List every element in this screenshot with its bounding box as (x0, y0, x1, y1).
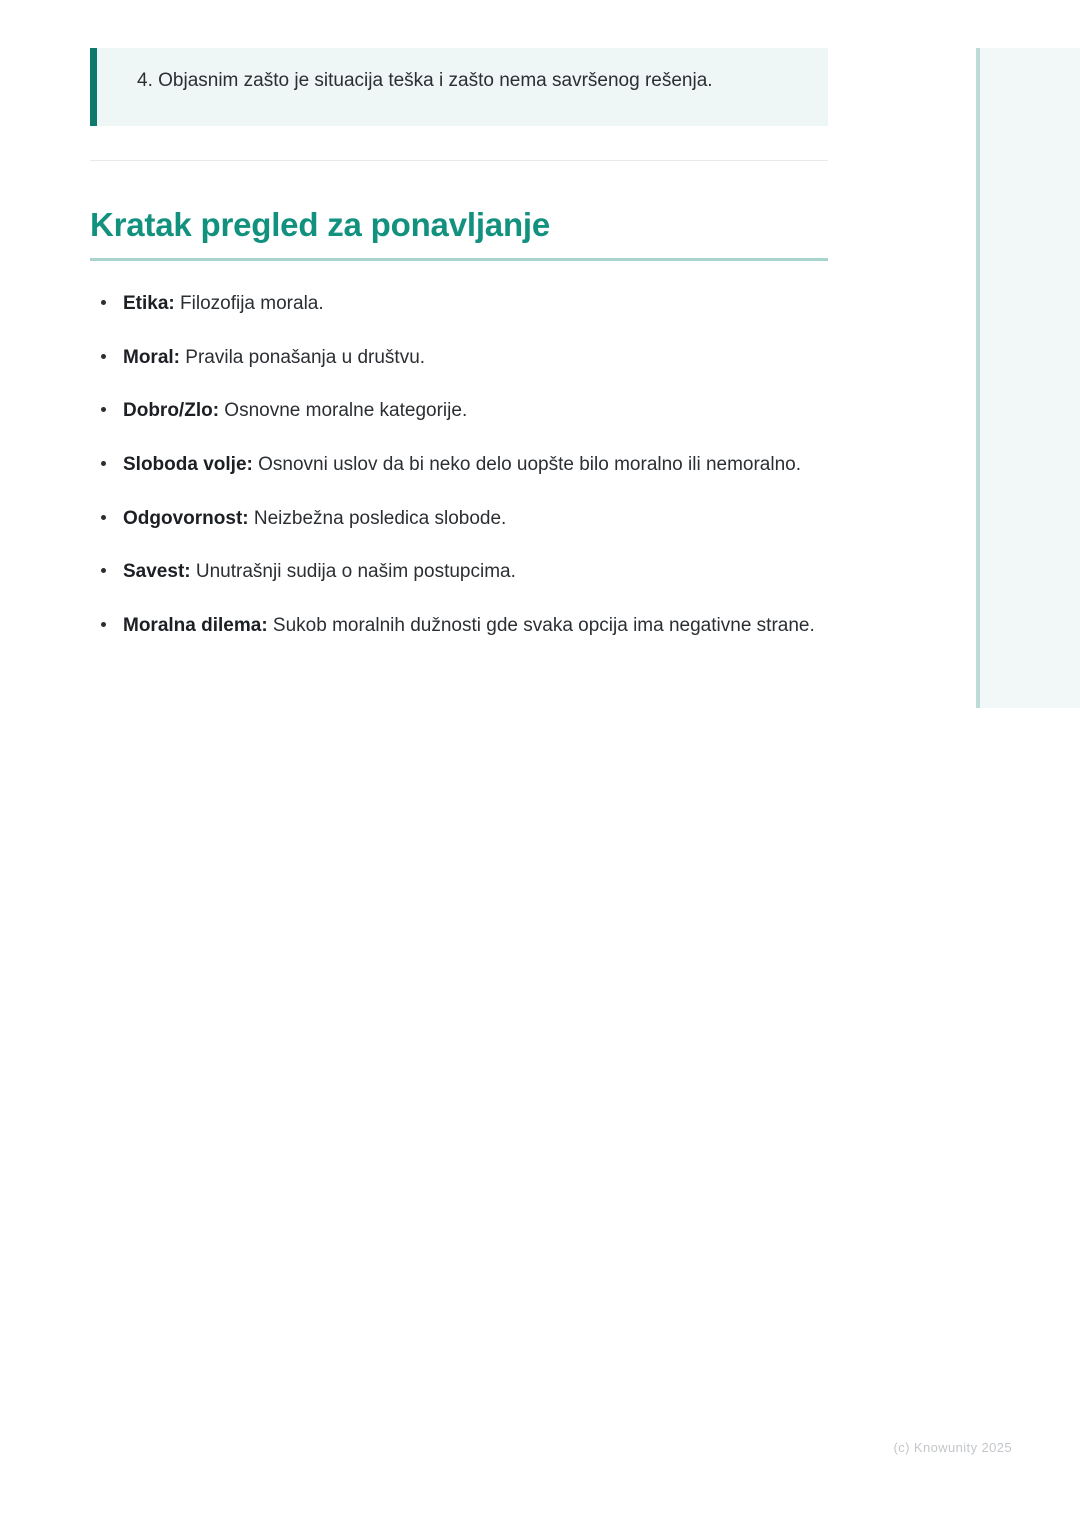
list-item (90, 503, 828, 536)
bullet-dot-icon (101, 407, 106, 412)
list-item (90, 395, 828, 428)
list-item-term: Savest: (123, 561, 191, 583)
callout-text: 4. Objasnim zašto je situacija teška i zašto nema savršenog rešenja. (137, 70, 713, 91)
bullet-dot-icon (101, 300, 106, 305)
list-item-description: Osnovni uslov da bi neko delo uopšte bilo moralno ili nemoralno. (252, 453, 802, 475)
list-item-description: Pravila ponašanja u društvu. (180, 346, 426, 368)
list-item-description: Unutrašnji sudija o našim postupcima. (190, 561, 516, 583)
section-divider (90, 160, 828, 161)
summary-list (90, 288, 828, 643)
list-item (90, 556, 828, 589)
list-item-term: Dobro/Zlo: (123, 400, 220, 422)
list-item-term: Moral: (123, 346, 180, 368)
list-item-description: Filozofija morala. (174, 292, 324, 314)
copyright-watermark: (c) Knowunity 2025 (893, 1440, 1012, 1455)
list-item-description: Sukob moralnih dužnosti gde svaka opcija ima negativne strane. (267, 614, 815, 636)
bullet-dot-icon (101, 622, 106, 627)
bullet-dot-icon (101, 515, 106, 520)
list-item (90, 342, 828, 375)
list-item (90, 288, 828, 321)
bullet-dot-icon (101, 354, 106, 359)
callout-box (90, 48, 828, 126)
list-item-description: Osnovne moralne kategorije. (219, 400, 468, 422)
bullet-dot-icon (101, 568, 106, 573)
list-item-term: Odgovornost: (123, 507, 249, 529)
list-item-term: Moralna dilema: (123, 614, 268, 636)
page-content (90, 48, 828, 643)
section-heading: Kratak pregled za ponavljanje (90, 206, 551, 243)
list-item-term: Etika: (123, 292, 175, 314)
list-item (90, 610, 828, 643)
bullet-dot-icon (101, 461, 106, 466)
list-item-description: Neizbežna posledica slobode. (248, 507, 507, 529)
heading-underline-rule (90, 258, 828, 261)
list-item (90, 449, 828, 482)
list-item-term: Sloboda volje: (123, 453, 253, 475)
